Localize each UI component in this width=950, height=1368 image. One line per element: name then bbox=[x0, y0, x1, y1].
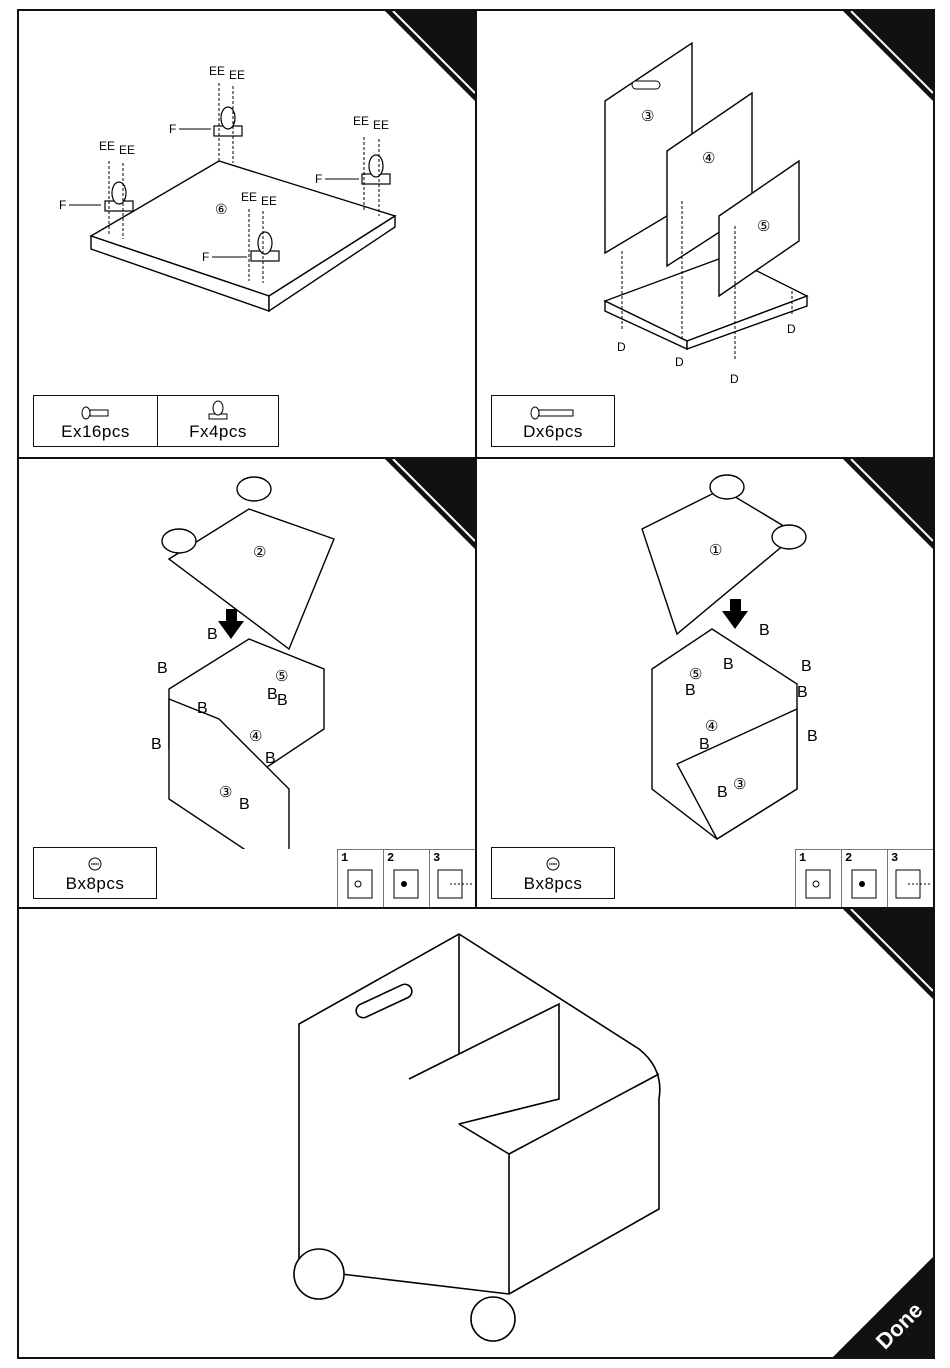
parts-box bbox=[491, 847, 615, 899]
arrow-label: B bbox=[699, 736, 710, 753]
cam-lock-substeps bbox=[795, 849, 935, 909]
board-label: ③ bbox=[641, 108, 655, 125]
arrow-label: B bbox=[277, 692, 288, 709]
part-item bbox=[492, 396, 614, 446]
arrow-label: B bbox=[207, 626, 218, 643]
part-item bbox=[34, 396, 158, 446]
arrow-label: B bbox=[151, 736, 162, 753]
substep-figure bbox=[888, 850, 934, 908]
parts-box bbox=[491, 395, 615, 447]
arrow-label: B bbox=[265, 750, 276, 767]
arrow-label: B bbox=[759, 622, 770, 639]
arrow-label: EE bbox=[353, 114, 370, 128]
board-label: ④ bbox=[705, 718, 719, 735]
step-panel-4 bbox=[475, 457, 935, 909]
step-panel-done bbox=[17, 907, 935, 1359]
arrow-label: B bbox=[717, 784, 728, 801]
substep-number: 2 bbox=[845, 851, 853, 865]
arrow-label: EE bbox=[241, 190, 258, 204]
arrow-label: B bbox=[685, 682, 696, 699]
board-label: ⑥ bbox=[215, 201, 228, 217]
arrow-label: EE bbox=[209, 64, 226, 78]
part-label: Bx8pcs bbox=[65, 874, 125, 893]
substep-number: 1 bbox=[799, 851, 807, 865]
arrow-label: B bbox=[197, 700, 208, 717]
board-label: ⑤ bbox=[689, 666, 703, 683]
board-label: ③ bbox=[219, 784, 233, 801]
board-label: ③ bbox=[733, 776, 747, 793]
substep-figure bbox=[430, 850, 476, 908]
done-label: Done bbox=[870, 1297, 928, 1354]
arrow-label: EE bbox=[99, 139, 116, 153]
cam-lock-substeps bbox=[337, 849, 477, 909]
arrow-label: D bbox=[787, 322, 796, 336]
corner-tab bbox=[843, 909, 933, 999]
arrow-label: F bbox=[169, 122, 177, 136]
panels-assembly-diagram bbox=[477, 11, 933, 401]
board-label: ⑤ bbox=[275, 668, 289, 685]
arrow-label: F bbox=[315, 172, 323, 186]
part-item bbox=[492, 848, 614, 898]
arrow-label: EE bbox=[261, 194, 278, 208]
substep-figure bbox=[796, 850, 842, 908]
arrow-label: B bbox=[723, 656, 734, 673]
board-label: ④ bbox=[702, 150, 716, 167]
arrow-label: F bbox=[59, 198, 67, 212]
cam-lock-icon bbox=[545, 856, 561, 872]
arrow-label: B bbox=[157, 660, 168, 677]
part-label: Fx4pcs bbox=[189, 422, 247, 441]
substep-figure bbox=[384, 850, 430, 908]
substep bbox=[338, 850, 384, 908]
part-label: Dx6pcs bbox=[523, 422, 583, 441]
parts-box bbox=[33, 395, 279, 447]
step-panel-2 bbox=[475, 9, 935, 459]
arrow-label: EE bbox=[373, 118, 390, 132]
parts-box bbox=[33, 847, 157, 899]
arrow-label: D bbox=[730, 372, 739, 386]
caster-base-diagram bbox=[19, 11, 475, 391]
arrow-label: B bbox=[807, 728, 818, 745]
substep-number: 3 bbox=[891, 851, 899, 865]
arrow-label: B bbox=[267, 686, 278, 703]
arrow-label: D bbox=[617, 340, 626, 354]
substep bbox=[430, 850, 476, 908]
part-label: Bx8pcs bbox=[523, 874, 583, 893]
board-label: ⑤ bbox=[757, 218, 771, 235]
substep bbox=[384, 850, 430, 908]
substep bbox=[842, 850, 888, 908]
board-label: ② bbox=[253, 544, 267, 561]
substep bbox=[888, 850, 934, 908]
arrow-label: EE bbox=[119, 143, 136, 157]
arrow-label: D bbox=[675, 355, 684, 369]
arrow-label: EE bbox=[229, 68, 246, 82]
long-screw-icon bbox=[530, 406, 576, 420]
top-assembly-diagram-alt bbox=[477, 459, 933, 849]
substep-number: 2 bbox=[387, 851, 395, 865]
finished-cart-diagram bbox=[19, 909, 933, 1357]
part-item bbox=[34, 848, 156, 898]
part-item bbox=[158, 396, 278, 446]
arrow-label: B bbox=[239, 796, 250, 813]
caster-wheel-icon bbox=[205, 400, 231, 420]
cam-lock-icon bbox=[87, 856, 103, 872]
top-assembly-diagram bbox=[19, 459, 475, 849]
part-label: Ex16pcs bbox=[61, 422, 130, 441]
arrow-label: B bbox=[801, 658, 812, 675]
step-panel-3 bbox=[17, 457, 477, 909]
board-label: ④ bbox=[249, 728, 263, 745]
substep bbox=[796, 850, 842, 908]
arrow-label: F bbox=[202, 250, 210, 264]
screw-icon bbox=[81, 406, 111, 420]
step-panel-1 bbox=[17, 9, 477, 459]
substep-figure bbox=[338, 850, 384, 908]
board-label: ① bbox=[709, 542, 723, 559]
substep-number: 3 bbox=[433, 851, 441, 865]
substep-figure bbox=[842, 850, 888, 908]
substep-number: 1 bbox=[341, 851, 349, 865]
arrow-label: B bbox=[797, 684, 808, 701]
